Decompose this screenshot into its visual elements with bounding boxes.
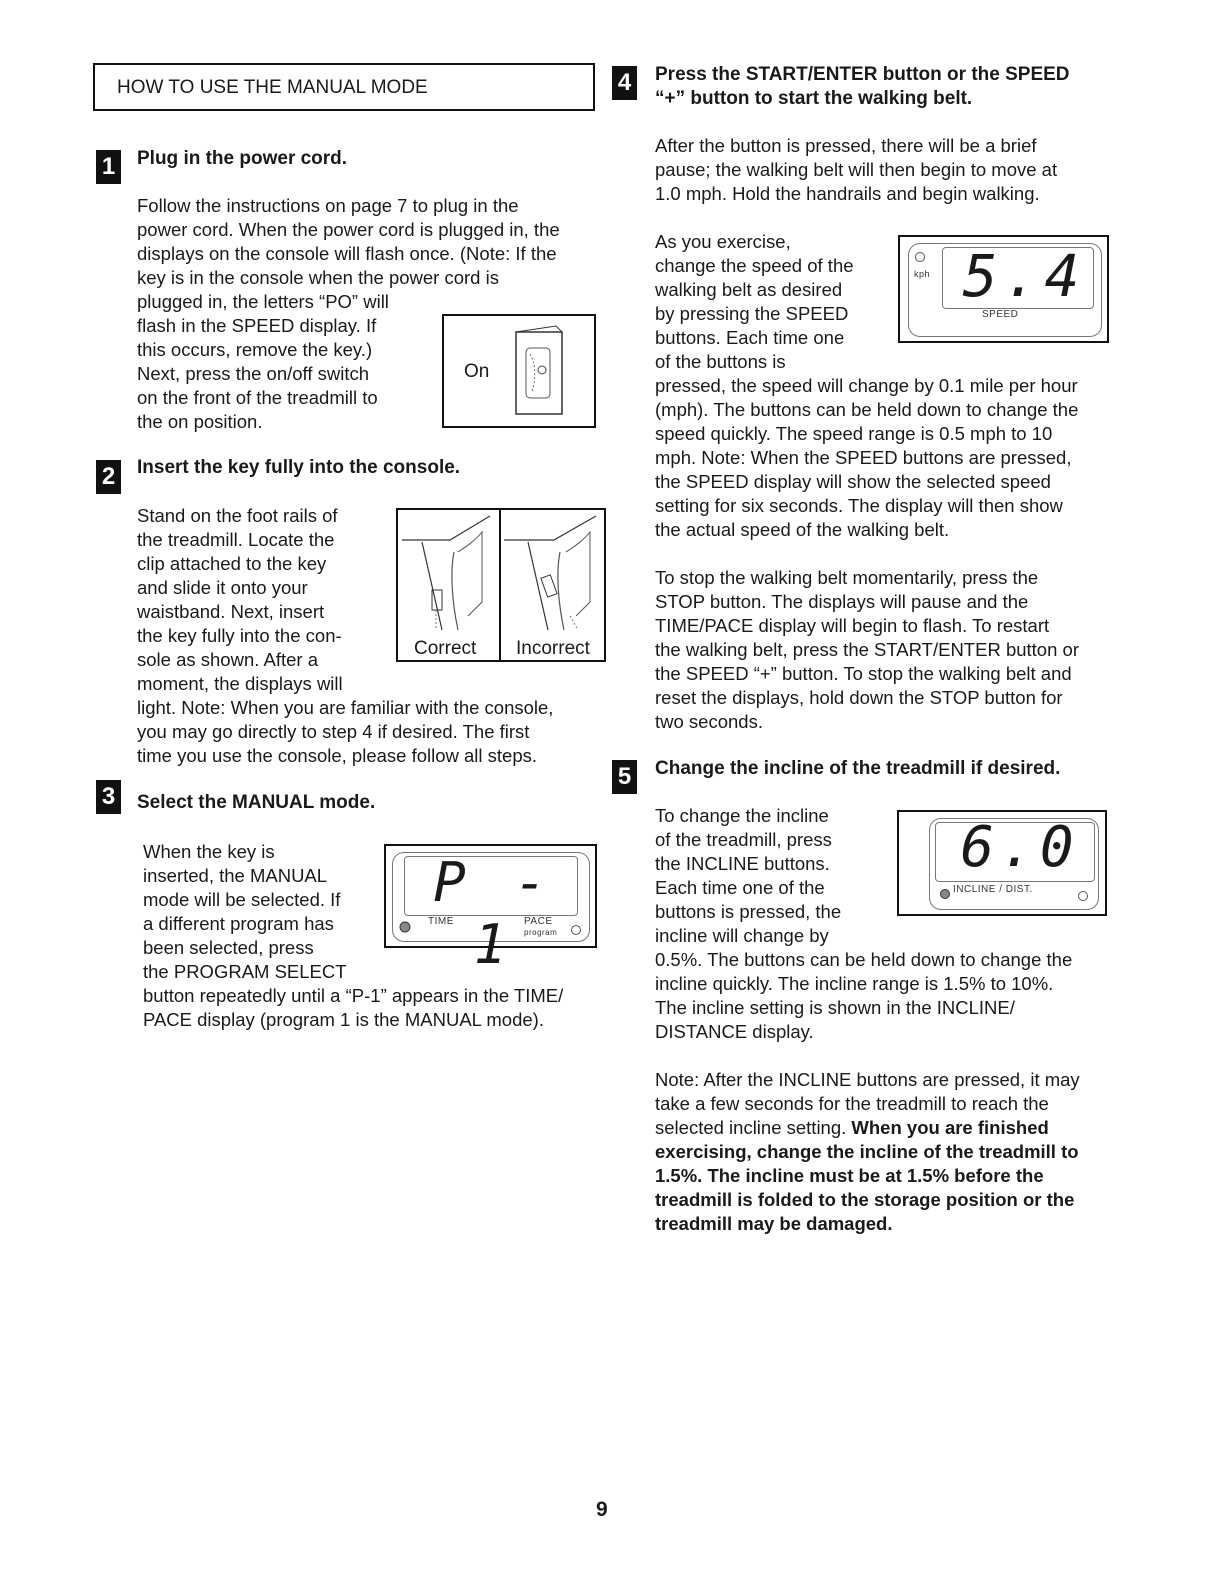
text-line: the SPEED “+” button. To stop the walking belt and <box>655 663 1072 684</box>
step-2-text-narrow <box>137 504 397 696</box>
text-line: the INCLINE buttons. <box>655 853 830 874</box>
text-line: and slide it onto your <box>137 577 308 598</box>
pace-label: PACE <box>524 916 553 927</box>
kph-label: kph <box>914 269 931 279</box>
step-1-title: Plug in the power cord. <box>137 148 348 169</box>
speed-readout: 5.4 <box>962 242 1086 310</box>
text-line: PACE display (program 1 is the MANUAL mode). <box>143 1009 544 1030</box>
step-1-number: 1 <box>96 150 121 184</box>
text-line: inserted, the MANUAL <box>143 865 328 886</box>
step-4-para-1 <box>655 134 1125 206</box>
indicator-light-icon <box>398 920 412 934</box>
step-2-number: 2 <box>96 460 121 494</box>
text-line: moment, the displays will <box>137 673 343 694</box>
key-incorrect-icon <box>504 512 604 634</box>
incorrect-label: Incorrect <box>516 638 590 659</box>
step-5-text-narrow <box>655 804 895 948</box>
step-4-para-3 <box>655 566 1135 734</box>
indicator-ring-icon <box>570 924 582 936</box>
text-line: To stop the walking belt momentarily, press the <box>655 567 1039 588</box>
on-label: On <box>464 361 490 382</box>
text-line: TIME/PACE display will begin to flash. To restart <box>655 615 1050 636</box>
step-2-title: Insert the key fully into the console. <box>137 457 461 478</box>
text-line: waistband. Next, insert <box>137 601 325 622</box>
text-line: mode will be selected. If <box>143 889 341 910</box>
text-line: clip attached to the key <box>137 553 327 574</box>
step-3-number: 3 <box>96 780 121 814</box>
section-title: HOW TO USE THE MANUAL MODE <box>117 77 428 98</box>
text-line: you may go directly to step 4 if desired. The first <box>137 721 530 742</box>
text-line: 1.0 mph. Hold the handrails and begin walking. <box>655 183 1040 204</box>
incline-note <box>655 1068 1145 1236</box>
step-5-title: Change the incline of the treadmill if desired. <box>655 758 1061 779</box>
text-line: walking belt as desired <box>655 279 843 300</box>
page-number: 9 <box>596 1498 608 1521</box>
text-line: DISTANCE display. <box>655 1021 814 1042</box>
text-line: key is in the console when the power cord is <box>137 267 499 288</box>
text-line: the walking belt, press the START/ENTER button or <box>655 639 1079 660</box>
text-line: the PROGRAM SELECT <box>143 961 347 982</box>
step-4-number: 4 <box>612 66 637 100</box>
step-1-text-narrow <box>137 290 437 434</box>
text-line: on the front of the treadmill to <box>137 387 378 408</box>
key-correct-icon <box>402 512 498 634</box>
text-line: Next, press the on/off switch <box>137 363 370 384</box>
text-line: plugged in, the letters “PO” will <box>137 291 389 312</box>
text-line: the key fully into the con- <box>137 625 342 646</box>
note-line: selected incline setting. When you are finished <box>655 1117 1049 1138</box>
text-line: As you exercise, <box>655 231 791 252</box>
time-label: TIME <box>428 916 454 927</box>
text-line: sole as shown. After a <box>137 649 318 670</box>
section-header <box>93 63 595 111</box>
note-line: treadmill is folded to the storage position or the <box>655 1189 1075 1210</box>
text-line: displays on the console will flash once. (Note: If the <box>137 243 557 264</box>
text-line: the SPEED display will show the selected speed <box>655 471 1051 492</box>
text-line: incline quickly. The incline range is 1.5% to 10%. <box>655 973 1054 994</box>
text-line: time you use the console, please follow all steps. <box>137 745 538 766</box>
text-line: power cord. When the power cord is plugged in, the <box>137 219 560 240</box>
text-line: buttons. Each time one <box>655 327 845 348</box>
indicator-ring-icon <box>914 251 926 263</box>
text-line: flash in the SPEED display. If <box>137 315 377 336</box>
text-line: of the treadmill, press <box>655 829 832 850</box>
text-line: incline will change by <box>655 925 829 946</box>
text-line: Each time one of the <box>655 877 825 898</box>
text-line: been selected, press <box>143 937 314 958</box>
step-4-title <box>655 63 1070 111</box>
text-line: light. Note: When you are familiar with the console, <box>137 697 554 718</box>
title-line: “+” button to start the walking belt. <box>655 88 973 109</box>
speed-display-figure <box>898 235 1109 343</box>
step-5-number: 5 <box>612 760 637 794</box>
note-line: take a few seconds for the treadmill to reach the <box>655 1093 1049 1114</box>
note-line: treadmill may be damaged. <box>655 1213 893 1234</box>
text-line: Stand on the foot rails of <box>137 505 338 526</box>
text-line: 0.5%. The buttons can be held down to change the <box>655 949 1073 970</box>
text-line: The incline setting is shown in the INCLINE/ <box>655 997 1015 1018</box>
text-line: pause; the walking belt will then begin to move at <box>655 159 1058 180</box>
text-line: (mph). The buttons can be held down to change the <box>655 399 1079 420</box>
text-line: speed quickly. The speed range is 0.5 mph to 10 <box>655 423 1053 444</box>
title-line: Press the START/ENTER button or the SPEED <box>655 64 1070 85</box>
incline-dist-label: INCLINE / DIST. <box>953 884 1033 895</box>
text-line: setting for six seconds. The display will then show <box>655 495 1063 516</box>
text-line: buttons is pressed, the <box>655 901 842 922</box>
text-line: two seconds. <box>655 711 763 732</box>
incline-readout: 6.0 <box>960 815 1080 880</box>
step-4-text-wide <box>655 374 1135 542</box>
text-line: pressed, the speed will change by 0.1 mile per hour <box>655 375 1078 396</box>
key-insert-figure <box>396 508 606 662</box>
step-3-text-wide <box>143 984 613 1032</box>
text-line: the on position. <box>137 411 263 432</box>
text-line: by pressing the SPEED <box>655 303 849 324</box>
on-off-switch-icon <box>506 324 586 420</box>
text-line: of the buttons is <box>655 351 786 372</box>
note-line: exercising, change the incline of the treadmill to <box>655 1141 1079 1162</box>
text-line: change the speed of the <box>655 255 854 276</box>
incline-display-figure <box>897 810 1107 916</box>
note-line: 1.5%. The incline must be at 1.5% before the <box>655 1165 1044 1186</box>
text-line: the treadmill. Locate the <box>137 529 335 550</box>
text-line: Follow the instructions on page 7 to plug in the <box>137 195 519 216</box>
on-switch-figure <box>442 314 596 428</box>
text-line: a different program has <box>143 913 334 934</box>
step-1-text-wide <box>137 194 607 290</box>
step-3-title: Select the MANUAL mode. <box>137 792 376 813</box>
step-5-text-wide <box>655 948 1135 1044</box>
step-3-text-narrow <box>143 840 383 984</box>
text-line: STOP button. The displays will pause and the <box>655 591 1029 612</box>
program-label: program <box>524 928 558 937</box>
time-pace-readout: P - 1 <box>433 851 555 976</box>
text-line: After the button is pressed, there will be a brief <box>655 135 1037 156</box>
note-line: Note: After the INCLINE buttons are pressed, it may <box>655 1069 1080 1090</box>
figure-divider <box>499 510 501 662</box>
indicator-ring-icon <box>1077 890 1089 902</box>
step-2-text-wide <box>137 696 607 768</box>
indicator-light-icon <box>939 888 951 900</box>
correct-label: Correct <box>414 638 477 659</box>
step-4-text-narrow <box>655 230 895 374</box>
text-line: the actual speed of the walking belt. <box>655 519 950 540</box>
speed-label: SPEED <box>982 309 1019 320</box>
text-line: When the key is <box>143 841 275 862</box>
text-line: this occurs, remove the key.) <box>137 339 373 360</box>
text-line: button repeatedly until a “P-1” appears in the TIME/ <box>143 985 564 1006</box>
text-line: mph. Note: When the SPEED buttons are pressed, <box>655 447 1072 468</box>
time-pace-display-figure <box>384 844 597 976</box>
text-line: To change the incline <box>655 805 829 826</box>
text-line: reset the displays, hold down the STOP button for <box>655 687 1063 708</box>
